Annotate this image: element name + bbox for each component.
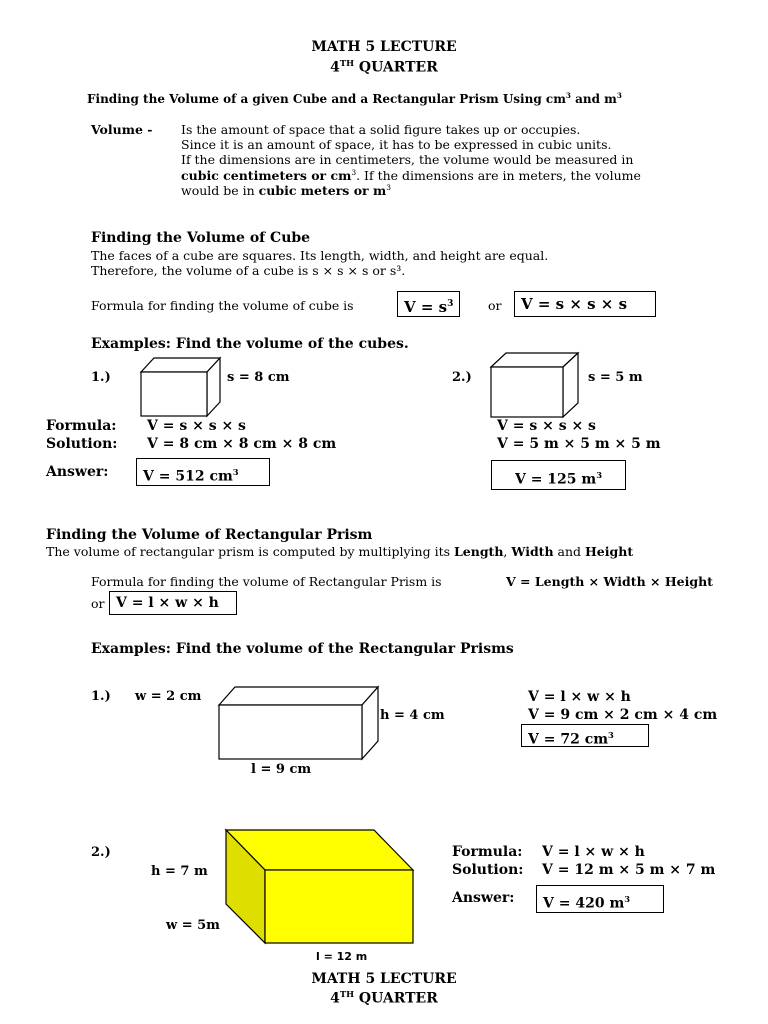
cube-ex2-figure xyxy=(488,351,582,419)
cube-ex1-solution: V = 8 cm × 8 cm × 8 cm xyxy=(147,436,337,452)
prism-examples-heading: Examples: Find the volume of the Rectangular Prisms xyxy=(91,641,514,657)
cube-ex1-side-label: s = 8 cm xyxy=(227,370,290,385)
cube-ex1-formula-label: Formula: xyxy=(46,418,117,434)
prism-ex1-formula: V = l × w × h xyxy=(528,689,631,705)
prism-ex1-figure xyxy=(217,685,381,761)
prism-ex2-answer-box: V = 420 $m^3$ xyxy=(536,885,664,913)
cube-ex1-formula: V = s × s × s xyxy=(147,418,246,434)
prism-formula-short-box: V = l × w × h xyxy=(109,591,237,615)
cube-formula-or: or xyxy=(488,298,502,313)
cube-ex2-side-label: s = 5 m xyxy=(588,370,643,385)
prism-ex1-width-label: w = 2 cm xyxy=(135,689,202,704)
cube-ex2-answer-box: V = 125 $m^3$ xyxy=(491,460,626,490)
cube-ex2-solution: V = 5 m × 5 m × 5 m xyxy=(497,436,661,452)
page-quarter: 4TH QUARTER xyxy=(330,58,438,76)
cube-ex1-answer-label: Answer: xyxy=(46,464,109,480)
cube-ex1-answer-box: V = 512 $cm^3$ xyxy=(136,458,270,486)
volume-term: Volume - xyxy=(91,122,153,137)
volume-def-line1: Is the amount of space that a solid figure takes up or occupies. xyxy=(181,122,581,137)
cube-ex1-number: 1.) xyxy=(91,370,111,385)
prism-line1: The volume of rectangular prism is computed by multiplying its Length, Width and Height xyxy=(46,544,634,559)
prism-ex2-formula-label: Formula: xyxy=(452,844,523,860)
cube-ex2-number: 2.) xyxy=(452,370,472,385)
prism-formula-intro: Formula for finding the volume of Rectangular Prism is xyxy=(91,574,442,589)
cube-formula-intro: Formula for finding the volume of cube is xyxy=(91,298,354,313)
prism-ex1-answer-box: V = 72 $cm^3$ xyxy=(521,724,649,747)
prism-ex2-solution-label: Solution: xyxy=(452,862,524,878)
cube-ex2-formula: V = s × s × s xyxy=(497,418,596,434)
prism-formula-long: V = Length × Width × Height xyxy=(506,574,713,589)
cube-examples-heading: Examples: Find the volume of the cubes. xyxy=(91,336,409,352)
page-title: MATH 5 LECTURE xyxy=(311,39,457,55)
footer-quarter: 4TH QUARTER xyxy=(330,989,438,1007)
volume-def-line4: cubic centimeters or $cm^3$. If the dimensions are in meters, the volume xyxy=(181,168,641,184)
cube-line2: Therefore, the volume of a cube is s × s × s or s³. xyxy=(91,263,406,278)
prism-ex2-width-label: w = 5m xyxy=(166,918,220,933)
cube-ex1-solution-label: Solution: xyxy=(46,436,118,452)
cube-ex1-figure xyxy=(138,356,224,418)
prism-ex2-answer-label: Answer: xyxy=(452,890,515,906)
prism-ex2-figure xyxy=(224,828,416,946)
prism-formula-or: or xyxy=(91,596,105,611)
prism-ex2-height-label: h = 7 m xyxy=(151,864,208,879)
prism-heading: Finding the Volume of Rectangular Prism xyxy=(46,527,373,543)
prism-ex2-front-face xyxy=(265,870,413,943)
cube-line1: The faces of a cube are squares. Its length, width, and height are equal. xyxy=(91,248,549,263)
prism-ex1-number: 1.) xyxy=(91,689,111,704)
cube-heading: Finding the Volume of Cube xyxy=(91,230,311,246)
prism-ex2-number: 2.) xyxy=(91,845,111,860)
prism-ex1-solution: V = 9 cm × 2 cm × 4 cm xyxy=(528,707,718,723)
cube-formula-box-1: $V = s^3$ xyxy=(397,291,460,317)
prism-ex2-solution: V = 12 m × 5 m × 7 m xyxy=(542,862,716,878)
cube-formula-box-2: V = s × s × s xyxy=(514,291,656,317)
volume-def-line2: Since it is an amount of space, it has to be expressed in cubic units. xyxy=(181,137,612,152)
volume-def-line5: would be in cubic meters or $m^3$ xyxy=(181,183,391,199)
volume-def-line3: If the dimensions are in centimeters, the volume would be measured in xyxy=(181,152,634,167)
footer-title: MATH 5 LECTURE xyxy=(311,971,457,987)
prism-ex2-formula: V = l × w × h xyxy=(542,844,645,860)
prism-ex2-length-label: l = 12 m xyxy=(316,950,368,963)
lesson-subtitle: Finding the Volume of a given Cube and a Rectangular Prism Using $cm^3$ and $m^3$ xyxy=(87,91,622,106)
prism-ex1-height-label: h = 4 cm xyxy=(380,708,445,723)
prism-ex1-length-label: l = 9 cm xyxy=(251,762,312,777)
